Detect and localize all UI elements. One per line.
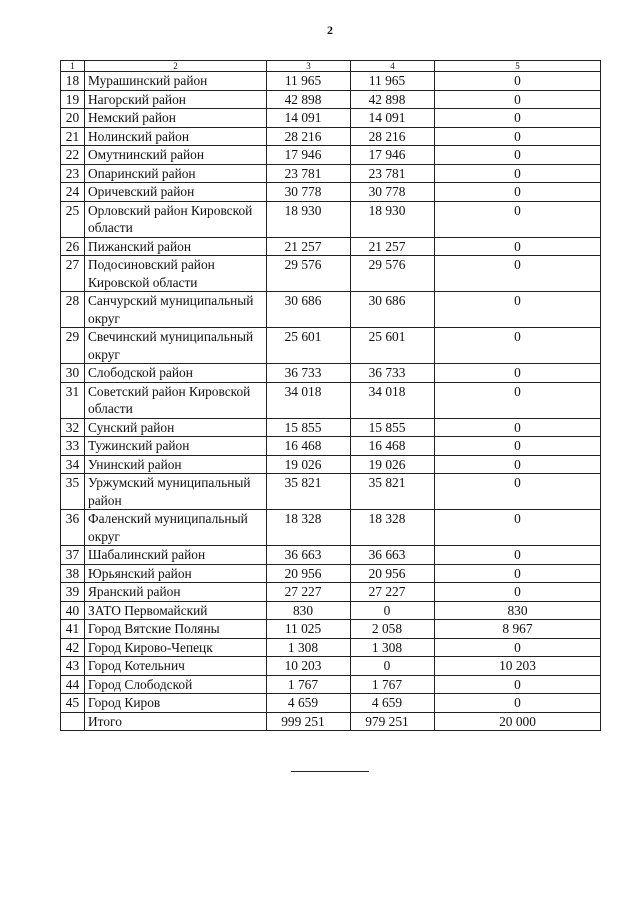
cell-c3: 1 308	[267, 638, 351, 657]
cell-c4: 34 018	[351, 382, 435, 418]
cell-n: 35	[61, 474, 85, 510]
cell-c5: 0	[435, 183, 601, 202]
cell-n: 44	[61, 675, 85, 694]
data-table	[60, 60, 601, 731]
cell-name: Яранский район	[85, 583, 267, 602]
cell-c3: 999 251	[267, 712, 351, 731]
cell-c4: 30 686	[351, 292, 435, 328]
cell-c4: 36 663	[351, 546, 435, 565]
cell-n: 25	[61, 201, 85, 237]
cell-c5: 0	[435, 583, 601, 602]
table-row	[61, 437, 601, 456]
cell-c4: 29 576	[351, 256, 435, 292]
cell-name: Фаленский муниципальный округ	[85, 510, 267, 546]
cell-c3: 36 663	[267, 546, 351, 565]
cell-n: 32	[61, 418, 85, 437]
cell-name: Шабалинский район	[85, 546, 267, 565]
cell-name: Орловский район Кировской области	[85, 201, 267, 237]
cell-c3: 23 781	[267, 164, 351, 183]
table-body	[61, 61, 601, 731]
cell-c5: 830	[435, 601, 601, 620]
cell-c4: 35 821	[351, 474, 435, 510]
cell-c5: 0	[435, 437, 601, 456]
table-row	[61, 620, 601, 639]
cell-c4: 18 930	[351, 201, 435, 237]
cell-c4: 11 965	[351, 72, 435, 91]
cell-c3: 28 216	[267, 127, 351, 146]
cell-c4: 15 855	[351, 418, 435, 437]
cell-c3: 21 257	[267, 237, 351, 256]
cell-c3: 35 821	[267, 474, 351, 510]
cell-c4: 2 058	[351, 620, 435, 639]
cell-c4: 21 257	[351, 237, 435, 256]
cell-n: 37	[61, 546, 85, 565]
table-row	[61, 694, 601, 713]
cell-c3: 10 203	[267, 657, 351, 676]
cell-n: 23	[61, 164, 85, 183]
cell-c5: 0	[435, 237, 601, 256]
cell-c4: 979 251	[351, 712, 435, 731]
table-row	[61, 455, 601, 474]
table-row	[61, 364, 601, 383]
separator-line	[291, 771, 369, 772]
cell-n: 28	[61, 292, 85, 328]
column-header: 2	[85, 61, 267, 72]
cell-n	[61, 712, 85, 731]
cell-c4: 25 601	[351, 328, 435, 364]
table-row	[61, 146, 601, 165]
cell-c3: 25 601	[267, 328, 351, 364]
table-row	[61, 164, 601, 183]
table-row	[61, 638, 601, 657]
cell-c3: 4 659	[267, 694, 351, 713]
cell-c5: 0	[435, 546, 601, 565]
cell-c5: 0	[435, 109, 601, 128]
table-row	[61, 675, 601, 694]
column-header: 1	[61, 61, 85, 72]
cell-c5: 0	[435, 694, 601, 713]
cell-c4: 0	[351, 657, 435, 676]
cell-c3: 830	[267, 601, 351, 620]
cell-c4: 0	[351, 601, 435, 620]
cell-c4: 42 898	[351, 90, 435, 109]
cell-c3: 11 965	[267, 72, 351, 91]
cell-name: Мурашинский район	[85, 72, 267, 91]
cell-c5: 0	[435, 328, 601, 364]
table-row	[61, 237, 601, 256]
cell-n: 22	[61, 146, 85, 165]
cell-c5: 0	[435, 72, 601, 91]
cell-n: 45	[61, 694, 85, 713]
cell-c3: 17 946	[267, 146, 351, 165]
table-row	[61, 418, 601, 437]
cell-n: 33	[61, 437, 85, 456]
column-header: 3	[267, 61, 351, 72]
cell-c3: 36 733	[267, 364, 351, 383]
cell-name: Унинский район	[85, 455, 267, 474]
cell-name: Санчурский муниципальный округ	[85, 292, 267, 328]
cell-c3: 1 767	[267, 675, 351, 694]
cell-n: 26	[61, 237, 85, 256]
cell-n: 20	[61, 109, 85, 128]
cell-c4: 14 091	[351, 109, 435, 128]
cell-c5: 0	[435, 455, 601, 474]
cell-c5: 0	[435, 510, 601, 546]
table-row	[61, 90, 601, 109]
cell-c5: 10 203	[435, 657, 601, 676]
cell-c5: 0	[435, 146, 601, 165]
cell-c5: 0	[435, 256, 601, 292]
cell-c5: 20 000	[435, 712, 601, 731]
cell-name: Нолинский район	[85, 127, 267, 146]
cell-name: Сунский район	[85, 418, 267, 437]
cell-c5: 8 967	[435, 620, 601, 639]
table-row	[61, 72, 601, 91]
table-row	[61, 328, 601, 364]
cell-c4: 16 468	[351, 437, 435, 456]
cell-c4: 20 956	[351, 564, 435, 583]
cell-n: 24	[61, 183, 85, 202]
cell-c5: 0	[435, 638, 601, 657]
cell-name: Город Вятские Поляны	[85, 620, 267, 639]
cell-c3: 14 091	[267, 109, 351, 128]
cell-c3: 18 328	[267, 510, 351, 546]
table-header-row	[61, 61, 601, 72]
cell-n: 36	[61, 510, 85, 546]
table-row	[61, 564, 601, 583]
table-row	[61, 127, 601, 146]
cell-name: Город Кирово-Чепецк	[85, 638, 267, 657]
cell-c5: 0	[435, 474, 601, 510]
cell-n: 39	[61, 583, 85, 602]
page-number: 2	[327, 23, 333, 37]
cell-n: 18	[61, 72, 85, 91]
cell-name: Город Киров	[85, 694, 267, 713]
cell-name: Пижанский район	[85, 237, 267, 256]
cell-c4: 18 328	[351, 510, 435, 546]
column-header: 5	[435, 61, 601, 72]
cell-c3: 18 930	[267, 201, 351, 237]
cell-n: 27	[61, 256, 85, 292]
cell-name: Подосиновский район Кировской области	[85, 256, 267, 292]
cell-n: 19	[61, 90, 85, 109]
cell-name: Юрьянский район	[85, 564, 267, 583]
cell-c5: 0	[435, 164, 601, 183]
cell-n: 29	[61, 328, 85, 364]
cell-c5: 0	[435, 564, 601, 583]
table-row	[61, 256, 601, 292]
cell-name: ЗАТО Первомайский	[85, 601, 267, 620]
cell-c5: 0	[435, 382, 601, 418]
cell-c4: 19 026	[351, 455, 435, 474]
cell-name: Тужинский район	[85, 437, 267, 456]
cell-c4: 36 733	[351, 364, 435, 383]
cell-n: 38	[61, 564, 85, 583]
cell-n: 30	[61, 364, 85, 383]
table-row	[61, 601, 601, 620]
cell-n: 31	[61, 382, 85, 418]
cell-c5: 0	[435, 418, 601, 437]
table-row	[61, 292, 601, 328]
cell-c3: 30 778	[267, 183, 351, 202]
table-row	[61, 109, 601, 128]
cell-n: 42	[61, 638, 85, 657]
table-row	[61, 546, 601, 565]
cell-name: Омутнинский район	[85, 146, 267, 165]
table-row	[61, 657, 601, 676]
cell-name: Опаринский район	[85, 164, 267, 183]
table-row	[61, 201, 601, 237]
cell-c5: 0	[435, 90, 601, 109]
cell-c4: 28 216	[351, 127, 435, 146]
cell-name: Нагорский район	[85, 90, 267, 109]
cell-name: Итого	[85, 712, 267, 731]
cell-name: Город Слободской	[85, 675, 267, 694]
cell-c3: 30 686	[267, 292, 351, 328]
cell-n: 21	[61, 127, 85, 146]
total-row	[61, 712, 601, 731]
cell-name: Уржумский муниципальный район	[85, 474, 267, 510]
table-row	[61, 183, 601, 202]
cell-c3: 27 227	[267, 583, 351, 602]
cell-c3: 42 898	[267, 90, 351, 109]
cell-c5: 0	[435, 364, 601, 383]
cell-name: Слободской район	[85, 364, 267, 383]
cell-c5: 0	[435, 201, 601, 237]
table-row	[61, 583, 601, 602]
cell-name: Немский район	[85, 109, 267, 128]
cell-c4: 1 308	[351, 638, 435, 657]
cell-c4: 1 767	[351, 675, 435, 694]
cell-c3: 16 468	[267, 437, 351, 456]
cell-c3: 15 855	[267, 418, 351, 437]
cell-n: 43	[61, 657, 85, 676]
cell-c4: 23 781	[351, 164, 435, 183]
cell-name: Свечинский муниципальный округ	[85, 328, 267, 364]
cell-n: 34	[61, 455, 85, 474]
cell-n: 40	[61, 601, 85, 620]
cell-name: Оричевский район	[85, 183, 267, 202]
cell-c5: 0	[435, 127, 601, 146]
cell-c4: 17 946	[351, 146, 435, 165]
cell-c3: 20 956	[267, 564, 351, 583]
cell-c3: 19 026	[267, 455, 351, 474]
cell-c3: 11 025	[267, 620, 351, 639]
cell-c4: 4 659	[351, 694, 435, 713]
cell-name: Город Котельнич	[85, 657, 267, 676]
cell-c5: 0	[435, 675, 601, 694]
cell-c3: 29 576	[267, 256, 351, 292]
cell-c4: 30 778	[351, 183, 435, 202]
table-row	[61, 382, 601, 418]
cell-n: 41	[61, 620, 85, 639]
table-row	[61, 510, 601, 546]
cell-c3: 34 018	[267, 382, 351, 418]
table-row	[61, 474, 601, 510]
column-header: 4	[351, 61, 435, 72]
cell-name: Советский район Кировской области	[85, 382, 267, 418]
cell-c4: 27 227	[351, 583, 435, 602]
cell-c5: 0	[435, 292, 601, 328]
